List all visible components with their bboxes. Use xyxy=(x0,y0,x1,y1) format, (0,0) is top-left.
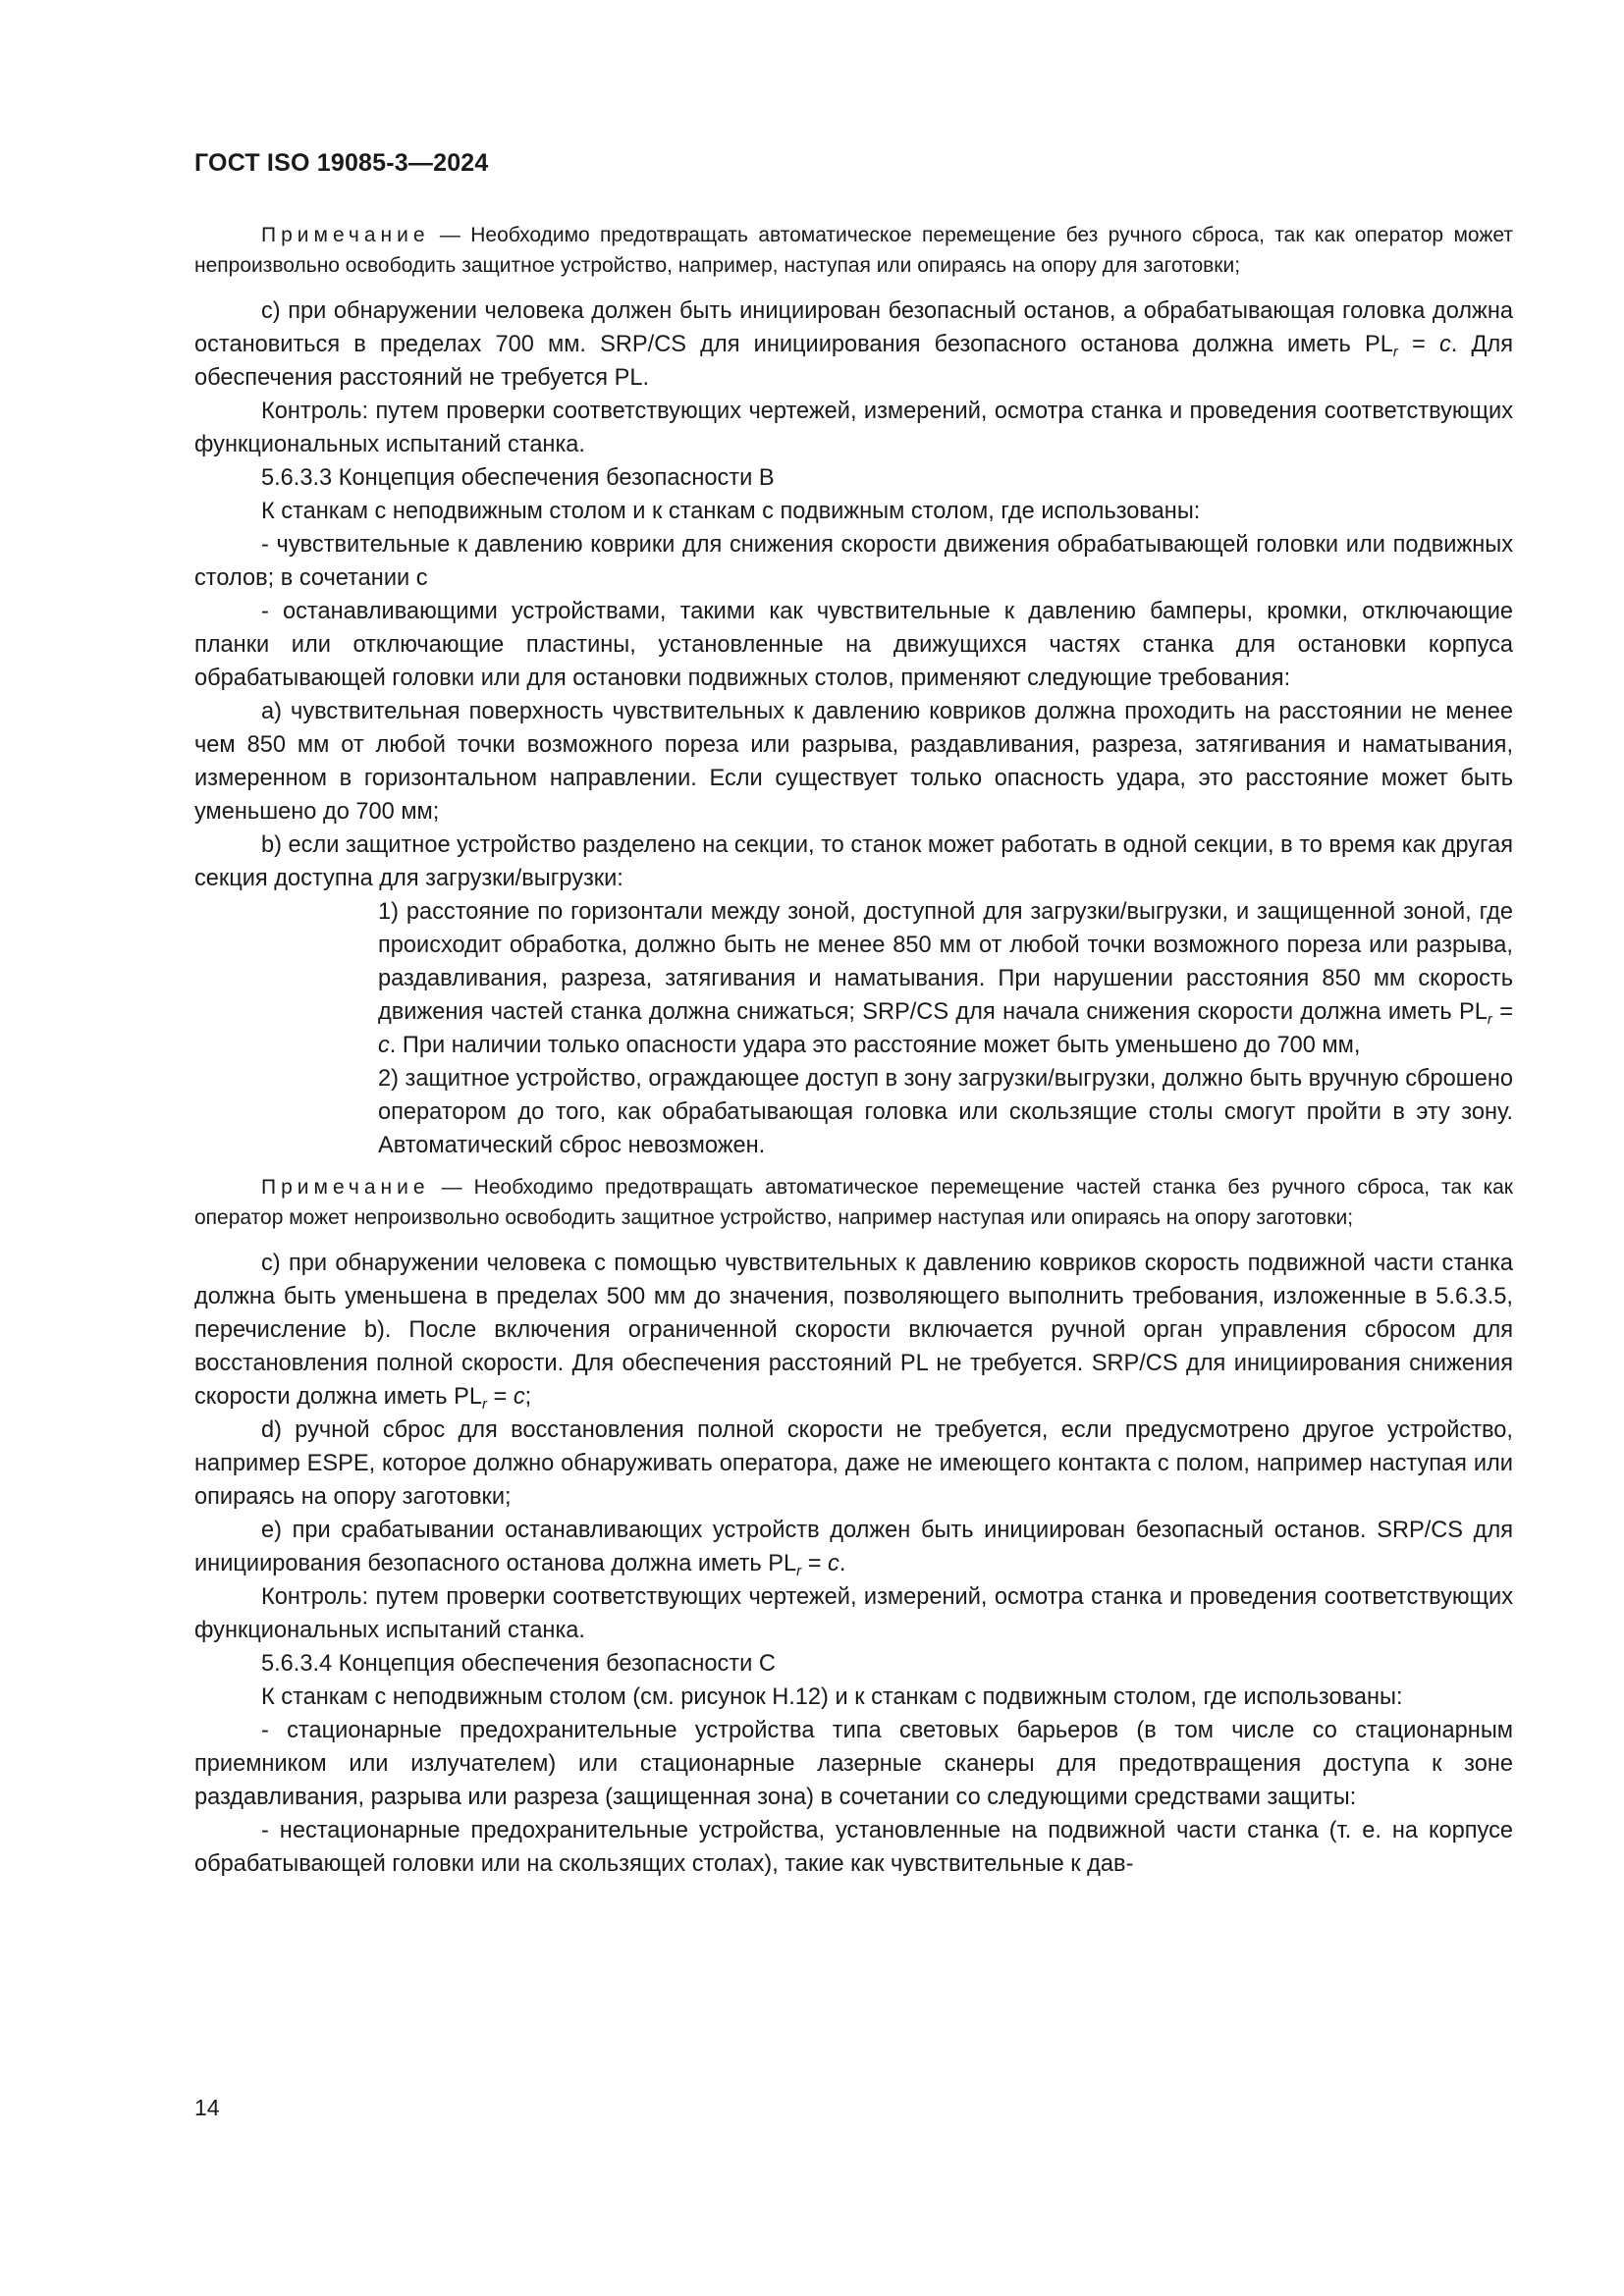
item-d: d) ручной сброс для восстановления полной скорости не требуется, если предусмотрено другое устройство, например ESPE, которое должно обнаруживать оператора, даже не имеющего контакта с полом, например наступая или опираясь на опору заготовки; xyxy=(194,1417,1513,1510)
item-b-2: 2) защитное устройство, ограждающее доступ в зону загрузки/выгрузки, должно быть вручную сброшено оператором до того, как обрабатывающая головка или скользящие столы смогут пройти в эту зону. Автоматический сброс невозможен. xyxy=(378,1066,1513,1158)
item-c-tail: . Для обеспечения расстояний не требуется PL. xyxy=(194,332,1514,391)
item-b: b) если защитное устройство разделено на секции, то станок может работать в одной секции, в то время как другая секция доступна для загрузки/выгрузки: xyxy=(194,832,1514,891)
item-e-tail: . xyxy=(839,1551,846,1576)
level-c: c xyxy=(513,1384,525,1410)
section-heading-b: 5.6.3.3 Концепция обеспечения безопасности B xyxy=(261,465,775,491)
note-text: — Необходимо предотвращать автоматическое перемещение без ручного сброса, так как оператор может непроизвольно освободить защитное устройство, например, наступая или опираясь на опору для заготовки; xyxy=(194,224,1513,277)
subscript-r: r xyxy=(796,1563,802,1579)
item-e-text: е) при срабатывании останавливающих устройств должен быть инициирован безопасный останов. SRP/CS для инициирования безопасного останова должна иметь PL xyxy=(194,1518,1513,1576)
intro-c: К станкам с неподвижным столом (см. рисунок Н.12) и к станкам с подвижным столом, где использованы: xyxy=(261,1684,1403,1710)
dash-item-mobile-devices: - нестационарные предохранительные устройства, установленные на подвижной части станка (т. е. на корпусе обрабатывающей головки или на скользящих столах), такие как чувствительные к дав- xyxy=(194,1818,1513,1877)
control-paragraph-1: Контроль: путем проверки соответствующих чертежей, измерений, осмотра станка и проведения соответствующих функциональных испытаний станка. xyxy=(194,399,1513,457)
note-text: — Необходимо предотвращать автоматическое перемещение частей станка без ручного сброса, так как оператор может непроизвольно освободить защитное устройство, например наступая или опираясь на опору заготовки; xyxy=(194,1176,1513,1229)
level-c: c xyxy=(828,1551,839,1576)
control-paragraph-2: Контроль: путем проверки соответствующих чертежей, измерений, осмотра станка и проведения соответствующих функциональных испытаний станка. xyxy=(194,1584,1513,1643)
page-number: 14 xyxy=(194,2095,220,2120)
item-c-speed xyxy=(194,1247,1513,1414)
page-body xyxy=(194,220,1513,1881)
standard-designation: ГОСТ ISO 19085-3—2024 xyxy=(194,149,489,177)
dash-item-light-barriers: - стационарные предохранительные устройства типа световых барьеров (в том числе со стационарным приемником или излучателем) или стационарные лазерные сканеры для предотвращения доступа к зоне раздавливания, разрыва или разреза (защищенная зона) в сочетании со следующими средствами защиты: xyxy=(194,1718,1513,1810)
note-label: Примечание xyxy=(261,224,430,246)
note-1 xyxy=(194,220,1513,281)
item-e xyxy=(194,1514,1513,1580)
item-a: а) чувствительная поверхность чувствительных к давлению ковриков должна проходить на расстоянии не менее чем 850 мм от любой точки возможного пореза или разрыва, раздавливания, разреза, затягивания и наматывания, измеренном в горизонтальном направлении. Если существует только опасность удара, это расстояние может быть уменьшено до 700 мм; xyxy=(194,699,1513,825)
subscript-r: r xyxy=(1392,344,1398,360)
subscript-r: r xyxy=(481,1396,487,1413)
note-label: Примечание xyxy=(261,1176,430,1199)
item-c2-tail: ; xyxy=(524,1384,532,1410)
section-heading-c: 5.6.3.4 Концепция обеспечения безопасности С xyxy=(261,1651,776,1677)
equals-sign: = xyxy=(1397,332,1439,357)
item-b1-text: 1) расстояние по горизонтали между зоной, доступной для загрузки/выгрузки, и защищенной зоной, где происходит обработка, должно быть не менее 850 мм от любой точки возможного пореза или разрыва, раздавливания, разреза, затягивания и наматывания. При нарушении расстояния 850 мм скорость движения частей станка должна снижаться; SRP/CS для начала снижения скорости должна иметь PL xyxy=(378,899,1513,1025)
equals-sign: = xyxy=(1491,999,1513,1025)
dash-item-mats: - чувствительные к давлению коврики для снижения скорости движения обрабатывающей головки или подвижных столов; в сочетании с xyxy=(194,532,1513,591)
subscript-r: r xyxy=(1487,1011,1492,1028)
level-c: c xyxy=(1438,332,1451,357)
intro-b: К станкам с неподвижным столом и к станкам с подвижным столом, где использованы: xyxy=(261,499,1201,524)
note-2 xyxy=(194,1172,1513,1233)
item-b-1 xyxy=(194,895,1513,1062)
dash-item-stopping-devices: - останавливающими устройствами, такими как чувствительные к давлению бамперы, кромки, отключающие планки или отключающие пластины, установленные на движущихся частях станка для остановки корпуса обрабатывающей головки или для остановки подвижных столов, применяют следующие требования: xyxy=(194,599,1513,691)
equals-sign: = xyxy=(486,1384,514,1410)
item-c-text: с) при обнаружении человека должен быть инициирован безопасный останов, а обрабатывающая головка должна остановиться в пределах 700 мм. SRP/CS для инициирования безопасного останова должна иметь PL xyxy=(194,298,1513,357)
item-b1-tail: . При наличии только опасности удара это расстояние может быть уменьшено до 700 мм, xyxy=(389,1033,1361,1058)
item-c-stop xyxy=(194,294,1513,395)
level-c: c xyxy=(378,1033,390,1058)
equals-sign: = xyxy=(801,1551,829,1576)
item-c2-text: с) при обнаружении человека с помощью чувствительных к давлению ковриков скорость подвижной части станка должна быть уменьшена в пределах 500 мм до значения, позволяющего выполнить требования, изложенные в 5.6.3.5, перечисление b). После включения ограниченной скорости включается ручной орган управления сбросом для восстановления полной скорости. Для обеспечения расстояний PL не требуется. SRP/CS для инициирования снижения скорости должна иметь PL xyxy=(194,1251,1513,1410)
